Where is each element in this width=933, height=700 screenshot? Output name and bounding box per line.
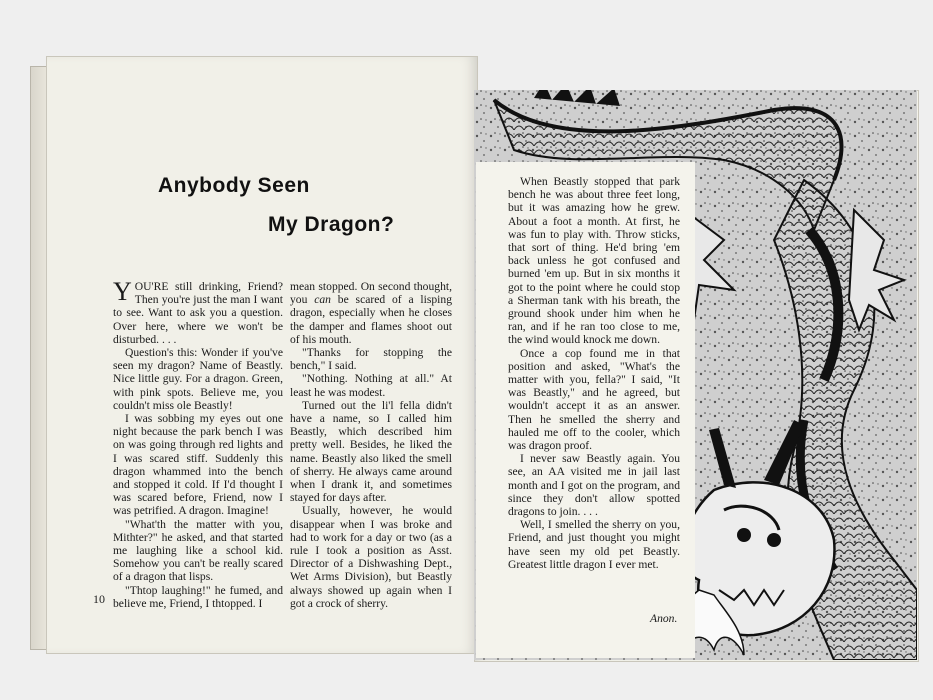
paragraph-text: be scared of a lisping dragon, especially when he closes the damper and flames shoot out of his mouth. [290, 293, 452, 346]
author-signature: Anon. [650, 612, 678, 625]
opening-paragraph [113, 277, 283, 346]
paragraph: When Beastly stopped that park bench he was about three feet long, but it was amazing how he grew. About a foot a month. At first, he was fun to play with. Throw sticks, that sort of thing. He'd bring 'em back unless he got confused and burned 'em up. But in six months it got to the point where he could stop a Sherman tank with his breath, the ground shook under him when he ran, and if he ran too close to me, the wind would knock me down. [508, 175, 680, 347]
paragraph: Once a cop found me in that position and asked, "What's the matter with you, fella?" I said, "It was Beastly," and he agreed, but wouldn't accept it as an answer. Then he smelled the sherry and hauled me off to the cooler, which was dragon proof. [508, 346, 680, 453]
paragraph: "What'th the matter with you, Mithter?" he asked, and that started me laughing like a school kid. Somehow you can't be really scared of a dragon that lisps. [113, 517, 283, 584]
paragraph: "Thanks for stopping the bench," I said. [290, 346, 452, 373]
article-title-line2: My Dragon? [268, 213, 395, 236]
page-number: 10 [93, 592, 105, 606]
paragraph-text: mean stopped. On second thought, you [290, 280, 452, 307]
paragraph: Usually, however, he would disappear when I was broke and had to work for a day or two (as a rule I took a position as Asst. Director of a Dishwashing Dept., Wet Arms Division), but Beastly always showed up again when I got a crock of sherry. [290, 504, 452, 610]
emphasis: can [314, 293, 331, 307]
paragraph: "Thtop laughing!" he fumed, and believe me, Friend, I thtopped. I [113, 583, 283, 610]
paragraph: "Nothing. Nothing at all." At least he was modest. [290, 372, 452, 399]
right-column [508, 175, 680, 571]
paragraph: Well, I smelled the sherry on you, Friend, and just thought you might have seen my old pet Beastly. Greatest little dragon I ever met. [508, 518, 680, 571]
dropcap: Y [113, 277, 132, 306]
left-column-2 [290, 280, 452, 610]
article-title-line1: Anybody Seen [158, 174, 310, 197]
paragraph: Question's this: Wonder if you've seen my dragon? Name of Beastly. Nice little guy. For a dragon. Green, with pink spots. Believe me, you couldn't miss ole Beastly! [113, 346, 283, 412]
paragraph: I never saw Beastly again. You see, an AA visited me in jail last month and I got on the program, and since they don't allow spotted dragons to join. . . . [508, 452, 680, 519]
paragraph: I was sobbing my eyes out one night because the park bench I was on was going through red lights and I was scared stiff. Suddenly this dragon whammed into the bench and stopped it cold. If I'd thought I was scared before, Friend, now I was petrified. A dragon. Imagine! [113, 412, 283, 518]
paragraph [290, 280, 452, 346]
opening-text: OU'RE still drinking, Friend? Then you're just the man I want to see. Want to ask you a question. Over here, where we won't be disturbed. . . . [113, 280, 283, 346]
paragraph: Turned out the li'l fella didn't have a name, so I called him Beastly, which described him pretty well. Besides, he liked the name. Beastly also liked the smell of sherry. He always came around when I drank it, and sometimes stayed for days after. [290, 398, 452, 505]
left-column-1 [113, 277, 283, 610]
